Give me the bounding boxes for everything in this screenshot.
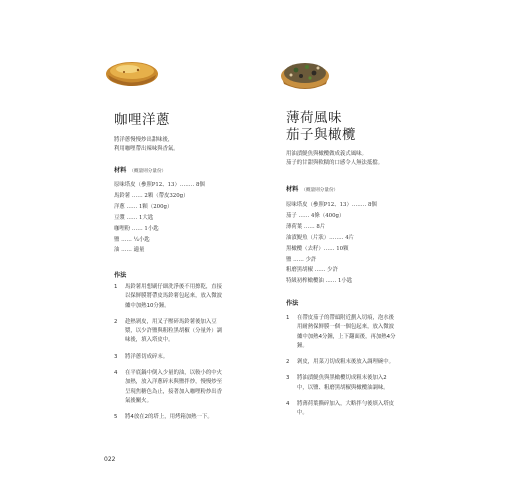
step-item <box>114 413 248 422</box>
ingredient-item: 黑橄欖（去籽）‥‥‥ 10顆 <box>286 245 349 252</box>
step-line: 加熱，放入洋蔥碎末與鹽拌炒，慢慢炒至 <box>125 379 223 386</box>
ingredient-item: 薄荷葉 ‥‥‥ 8片 <box>286 223 326 230</box>
ingredients-title: 材料 <box>286 186 299 193</box>
step-item <box>286 374 434 393</box>
ingredient-item: 鹽 ‥‥‥ ¼小匙 <box>114 236 150 243</box>
eggplant-olive-tart-photo <box>276 58 334 92</box>
title-line: 茄子與橄欖 <box>286 127 356 143</box>
step-item <box>286 314 434 351</box>
step-number: 1 <box>286 315 290 321</box>
step-line: 中。 <box>297 410 308 417</box>
recipe-intro <box>114 136 179 154</box>
intro-line: 用油漬鯷魚與橄欖做成義式風味。 <box>286 151 367 157</box>
step-line: 將洋蔥切成碎末。 <box>125 353 169 360</box>
curry-onion-tart-photo <box>104 58 160 88</box>
recipe-title: 咖哩洋蔥 <box>114 112 170 128</box>
step-line: 在平底鍋中倒入少量的油，以較小的中火 <box>125 370 223 377</box>
step-line: 味後，填入塔皮中。 <box>125 337 174 344</box>
step-line: 剝皮，用菜刀切成粗末後放入調理碗中。 <box>297 359 395 366</box>
step-line: 在帶皮茄子的帶頭附近劃入切痕，泡水後 <box>297 315 395 321</box>
step-item <box>114 353 248 362</box>
step-item <box>114 283 248 311</box>
intro-line: 茄子的甘甜與軟糯的口感令人無法抵擋。 <box>286 160 384 166</box>
ingredient-item: 豆漿 ‥‥‥ 1大匙 <box>114 214 154 221</box>
ingredient-item: 原味塔皮（參照P12、13）‥‥‥‥ 8個 <box>114 182 205 188</box>
ingredient-item: 咖哩粉 ‥‥‥ 1小匙 <box>114 225 159 232</box>
ingredient-item: 特級初榨橄欖油 ‥‥‥ 1小匙 <box>286 278 353 285</box>
step-number: 4 <box>114 370 118 377</box>
steps-list <box>286 314 434 426</box>
step-line: 中，以鹽、粗磨黑胡椒與橄欖油調味。 <box>297 384 389 391</box>
step-number: 4 <box>286 401 290 408</box>
ingredients-heading <box>286 184 338 193</box>
ingredient-item: 油 ‥‥‥ 適量 <box>114 247 145 254</box>
step-item <box>286 358 434 367</box>
step-line: 氣後關火。 <box>125 397 152 404</box>
step-line: 以保鮮膜將帶皮馬鈴薯包起來，放入微波 <box>125 293 223 300</box>
step-number: 5 <box>114 414 118 421</box>
step-line: 漿，以少許鹽與粗粒黑胡椒（分量外）調 <box>125 328 223 335</box>
step-line: 將4放在2的塔上，用烤箱加熱一下。 <box>125 414 213 421</box>
step-line: 趁熱剝皮，用叉子壓碎馬鈴薯後加入豆 <box>125 318 217 325</box>
ingredient-item: 粗磨黑胡椒 ‥‥‥ 少許 <box>286 267 338 274</box>
step-line: 爐中加熱10分鐘。 <box>125 302 170 309</box>
intro-line: 利用咖哩帶出辣味與香氣。 <box>114 146 179 152</box>
ingredient-item: 馬鈴薯 ‥‥‥ 2顆（帶皮320g） <box>114 192 189 199</box>
ingredient-item: 原味塔皮（參照P12、13）‥‥‥‥ 8個 <box>286 202 377 208</box>
step-line: 馬鈴薯用想刷仔細洗淨後不用擦乾，直接 <box>125 284 223 290</box>
ingredient-item: 洋蔥 ‥‥‥ 1顆（200g） <box>114 203 173 210</box>
recipe-title <box>286 110 356 144</box>
step-line: 呈現焦糖色為止，接著加入咖哩粉炒出香 <box>125 388 223 395</box>
step-number: 3 <box>114 353 118 360</box>
step-number: 3 <box>286 375 290 382</box>
step-item <box>114 318 248 346</box>
ingredients-list <box>286 200 377 287</box>
intro-line: 將洋蔥慢慢炒出甜味後， <box>114 137 174 143</box>
ingredient-item: 鹽 ‥‥‥ 少許 <box>286 256 317 263</box>
step-line: 爐中加熱4分鐘，上下翻面後，再加熱4分 <box>297 333 396 340</box>
ingredient-item: 油漬鯷魚（片狀）‥‥‥‥ 4片 <box>286 234 355 241</box>
step-line: 鐘。 <box>297 342 308 349</box>
step-number: 1 <box>114 284 118 290</box>
page-number: 022 <box>104 456 116 463</box>
step-item <box>286 400 434 419</box>
method-heading: 作法 <box>114 272 127 279</box>
step-line: 將油漬鯷魚與黑橄欖切成粗末後加入2 <box>297 375 387 382</box>
step-number: 2 <box>286 359 290 366</box>
step-line: 將薄荷葉撕碎加入，大略拌勻後填入塔皮 <box>297 401 395 408</box>
steps-list <box>114 283 248 430</box>
method-heading: 作法 <box>286 300 299 307</box>
step-line: 用耐熱保鮮膜一個一個包起來，放入微波 <box>297 324 395 331</box>
ingredients-heading <box>114 165 166 174</box>
servings-note: （概量則分量份） <box>301 188 339 193</box>
ingredients-title: 材料 <box>114 167 127 174</box>
title-line: 薄荷風味 <box>286 110 342 126</box>
step-item <box>114 369 248 406</box>
ingredient-item: 茄子 ‥‥‥ 4條（400g） <box>286 212 345 219</box>
step-number: 2 <box>114 318 118 325</box>
recipe-intro <box>286 150 383 168</box>
servings-note: （概量則分量份） <box>129 169 167 174</box>
ingredients-list <box>114 180 205 256</box>
